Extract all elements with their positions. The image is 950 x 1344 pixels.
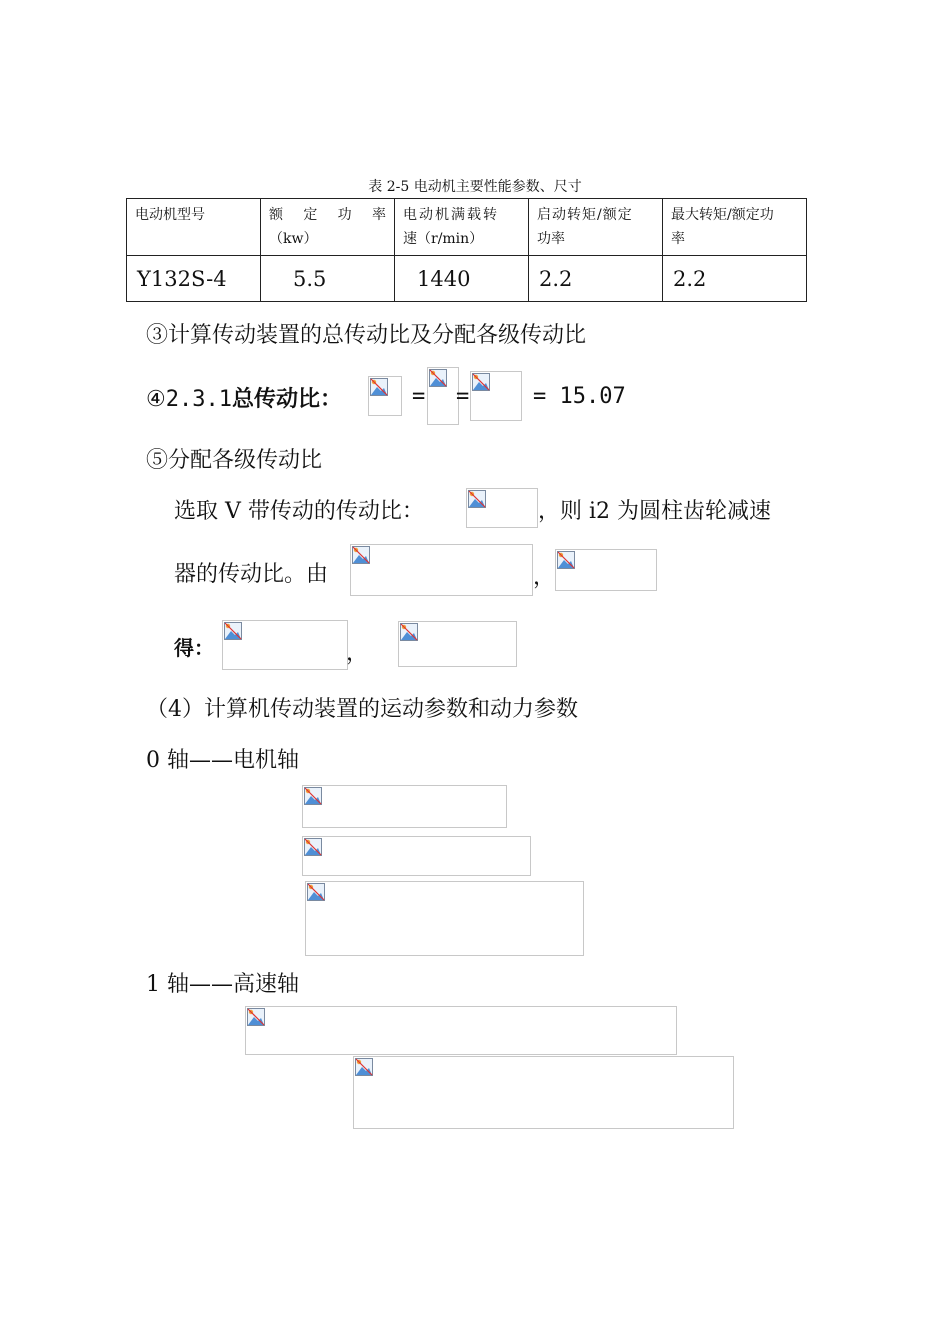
formula-image: [222, 620, 348, 670]
step5-heading: ⑤分配各级传动比: [146, 448, 323, 473]
broken-image-icon: [224, 622, 242, 640]
para-text: 器的传动比。由: [174, 562, 329, 587]
header-text: 启动转矩/额定: [537, 207, 633, 223]
broken-image-icon: [247, 1008, 265, 1026]
para-text: ，则 i2 为圆柱齿轮减速: [538, 499, 772, 524]
broken-image-icon: [370, 378, 388, 396]
header-cell-start-torque: [529, 199, 663, 256]
header-text: 速（r/min）: [403, 231, 484, 247]
header-cell-model: [127, 199, 261, 256]
broken-image-icon: [468, 490, 486, 508]
equals-sign: =: [456, 384, 470, 409]
formula-image: [245, 1006, 677, 1055]
formula-image: [427, 367, 459, 425]
broken-image-icon: [400, 623, 418, 641]
cell-speed: 1440: [395, 256, 529, 302]
formula-image: [466, 488, 538, 528]
header-char: 功: [337, 207, 352, 223]
header-text: 最大转矩/额定功: [671, 207, 774, 223]
formula-image: [350, 544, 533, 596]
cell-max-torque: 2.2: [663, 256, 807, 302]
motor-spec-table: [126, 198, 807, 302]
step4-number: ④2.3.1: [146, 387, 232, 412]
step3-heading: ③计算传动装置的总传动比及分配各级传动比: [146, 323, 587, 348]
formula-image: [368, 376, 402, 416]
header-cell-max-torque: [663, 199, 807, 256]
comma: ，: [533, 565, 556, 590]
header-text: （kw）: [269, 231, 318, 247]
section4-heading: （4）计算机传动装置的运动参数和动力参数: [146, 697, 578, 722]
formula-image: [555, 549, 657, 591]
step4-line: [146, 382, 342, 413]
step4-label: 总传动比：: [231, 386, 342, 412]
formula-image: [302, 836, 531, 876]
header-char: 定: [303, 207, 318, 223]
header-text: 电动机型号: [135, 207, 205, 223]
header-char: 率: [371, 207, 386, 223]
total-ratio-result: = 15.07: [533, 384, 626, 409]
header-cell-power: [261, 199, 395, 256]
broken-image-icon: [557, 551, 575, 569]
header-cell-speed: [395, 199, 529, 256]
header-text: 电动机满载转: [403, 207, 499, 223]
para-text: 选取 V 带传动的传动比：: [174, 499, 424, 524]
formula-image: [302, 785, 507, 828]
de-label: 得：: [174, 636, 214, 660]
broken-image-icon: [429, 369, 447, 387]
cell-model: Y132S-4: [127, 256, 261, 302]
broken-image-icon: [352, 546, 370, 564]
header-text: 功率: [537, 231, 565, 247]
header-text-justified: [269, 203, 386, 227]
shaft0-heading: 0 轴——电机轴: [146, 748, 299, 773]
broken-image-icon: [307, 883, 325, 901]
broken-image-icon: [304, 787, 322, 805]
header-char: 额: [269, 207, 283, 223]
formula-image: [353, 1056, 734, 1129]
formula-image: [470, 371, 522, 421]
broken-image-icon: [472, 373, 490, 391]
equals-sign: =: [412, 384, 426, 409]
comma: ，: [346, 641, 369, 666]
formula-image: [398, 621, 517, 667]
header-text: 率: [671, 231, 685, 247]
shaft1-heading: 1 轴——高速轴: [146, 972, 299, 997]
broken-image-icon: [304, 838, 322, 856]
cell-power: 5.5: [261, 256, 395, 302]
broken-image-icon: [355, 1058, 373, 1076]
table-row: [127, 256, 807, 302]
table-header-row: [127, 199, 807, 256]
formula-image: [305, 881, 584, 956]
cell-start-torque: 2.2: [529, 256, 663, 302]
table-caption: 表 2-5 电动机主要性能参数、尺寸: [368, 179, 582, 195]
